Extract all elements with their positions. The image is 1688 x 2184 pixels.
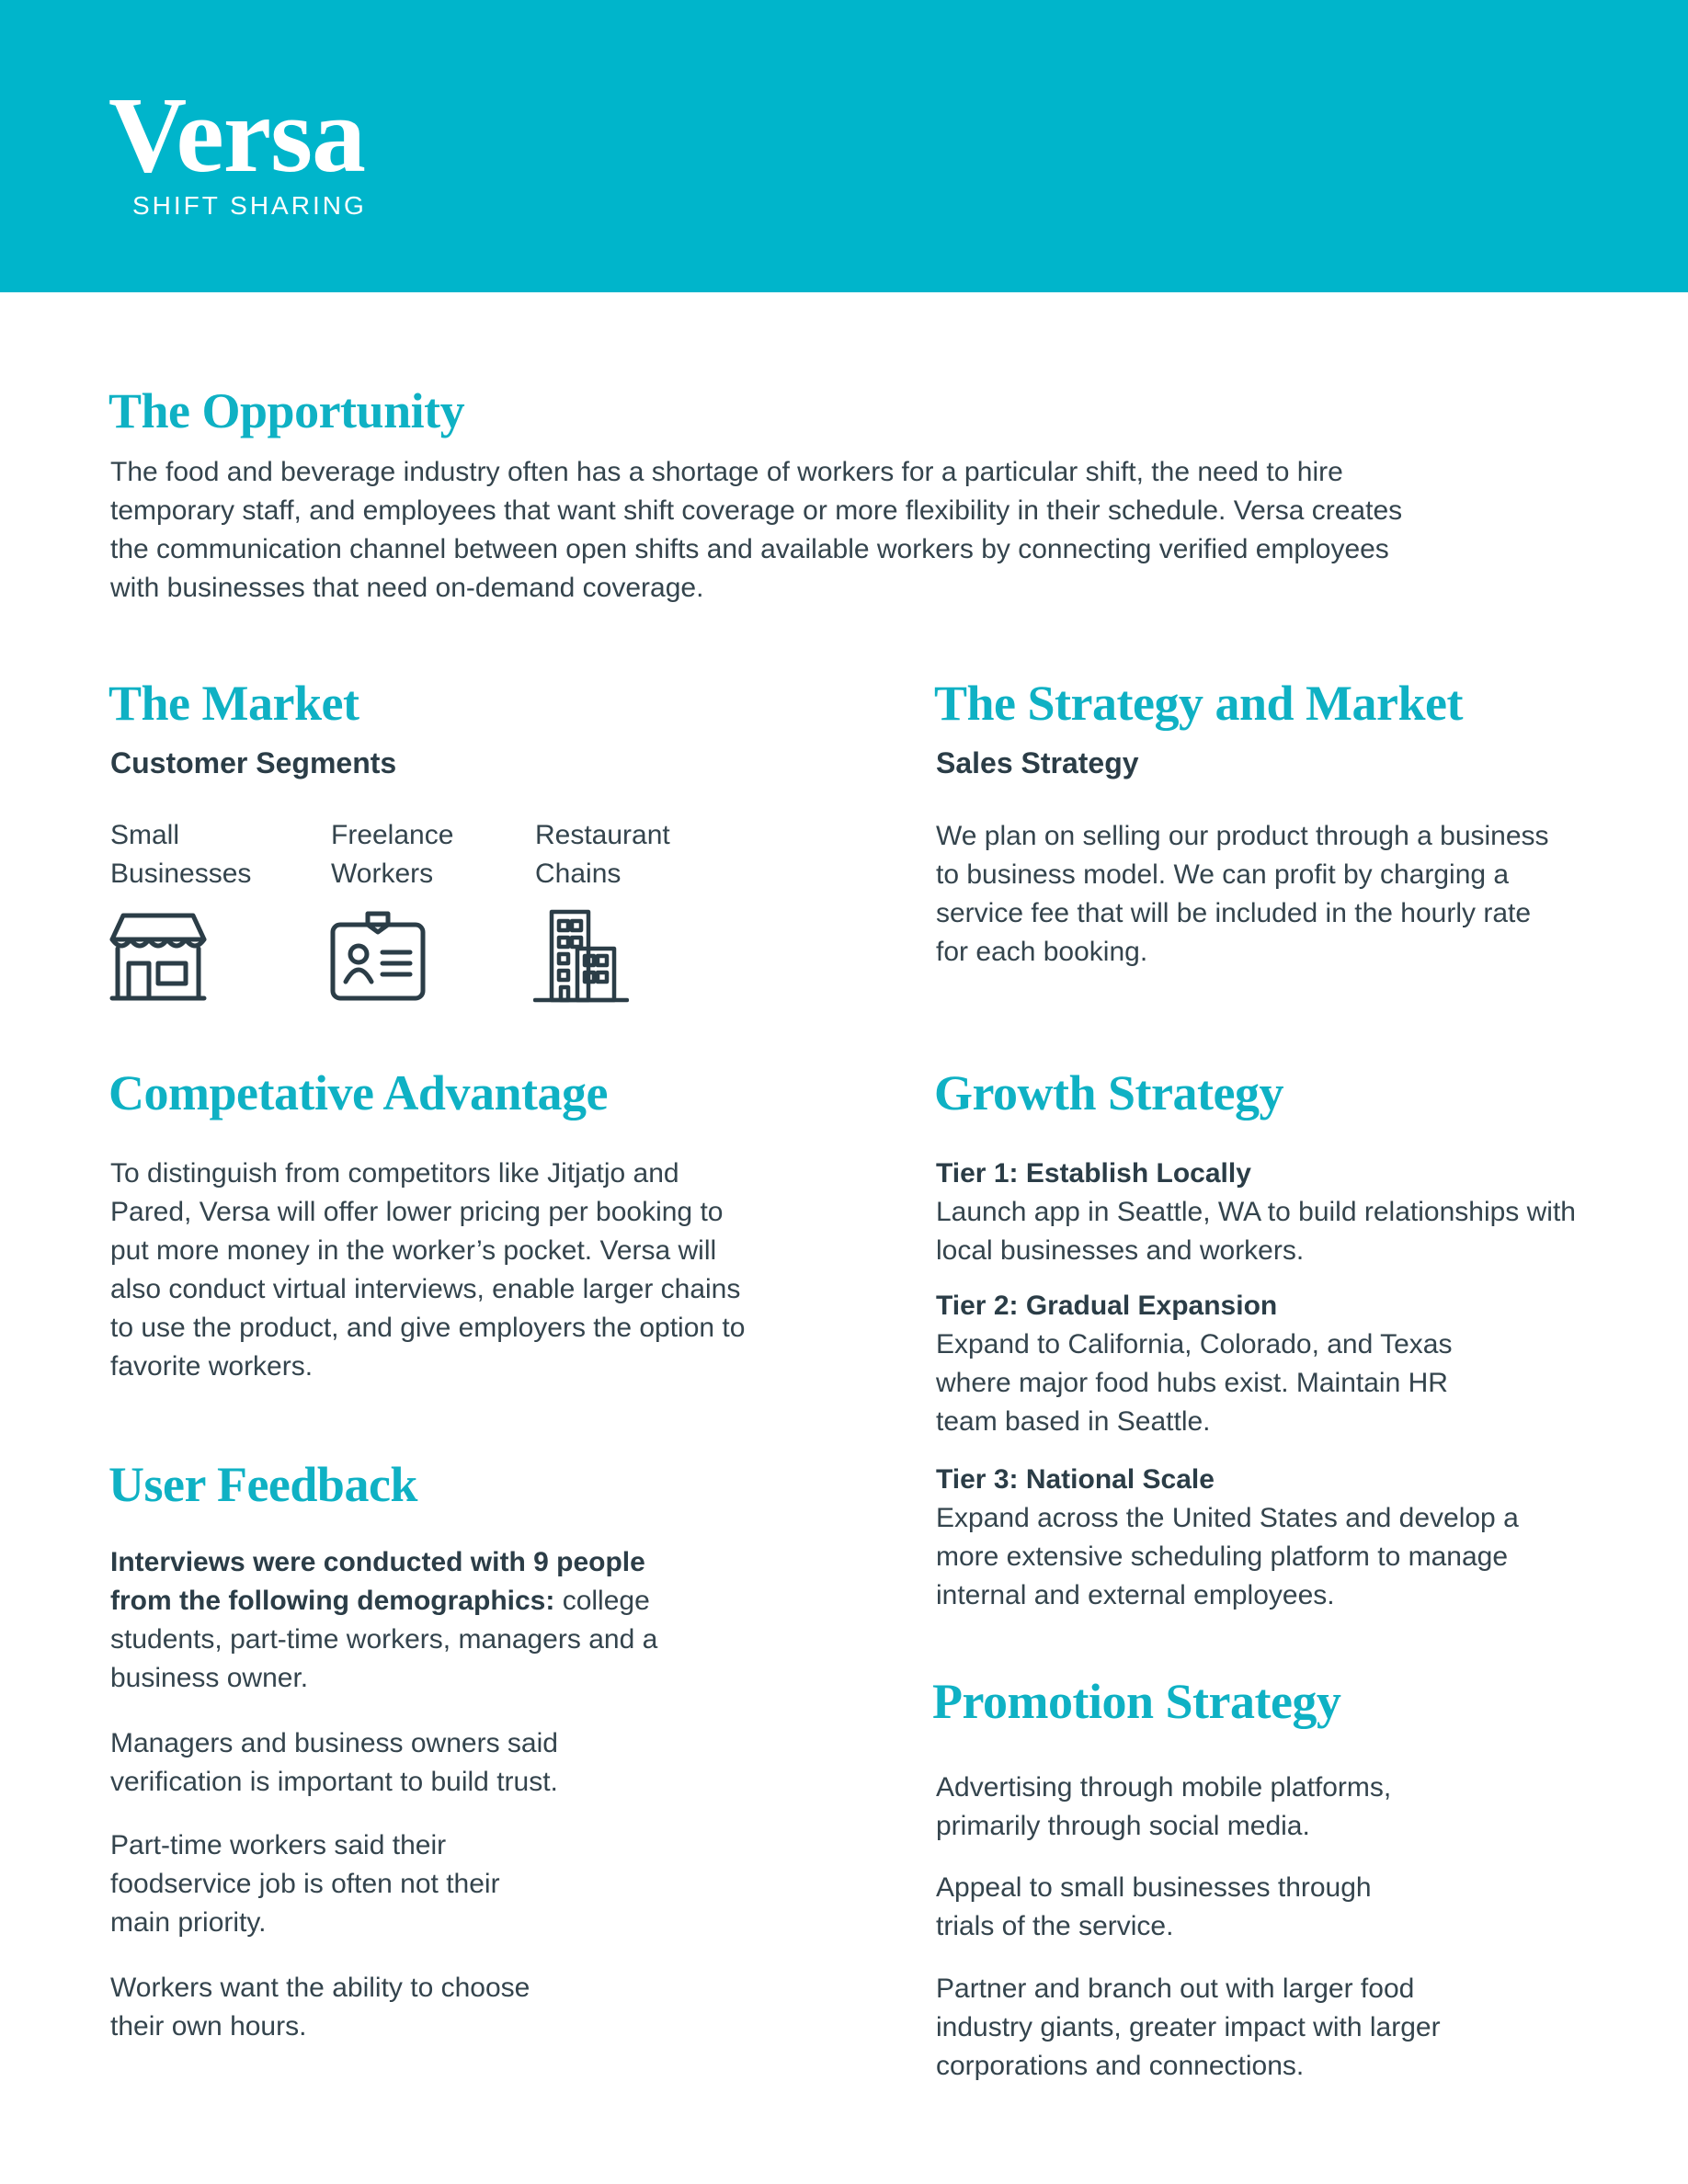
growth-title: Growth Strategy	[934, 1065, 1283, 1120]
promotion-point-3: Partner and branch out with larger food industry giants, greater impact with larger corporations and connections.	[936, 1974, 1441, 2081]
storefront-icon	[108, 912, 208, 1002]
logo: Versa	[108, 74, 366, 195]
segment-label-restaurant-chains: Restaurant Chains	[535, 820, 670, 889]
market-title: The Market	[108, 676, 359, 731]
feedback-title: User Feedback	[108, 1457, 417, 1512]
feedback-intro-rest: college students, part-time workers, managers and a business owner.	[110, 1586, 658, 1693]
tier-3-body: Expand across the United States and develop a more extensive scheduling platform to manage internal and external employees.	[936, 1503, 1519, 1610]
feedback-point-3: Workers want the ability to choose their own hours.	[110, 1973, 530, 2042]
feedback-point-1: Managers and business owners said verification is important to build trust.	[110, 1728, 558, 1797]
opportunity-body: The food and beverage industry often has a shortage of workers for a particular shift, the need to hire temporary staff, and employees that want shift coverage or more flexibility in their schedule. Versa creates the communication channel between open shifts and available workers by connecting verified employees with businesses that need on-demand coverage.	[110, 457, 1403, 603]
competitive-title: Competative Advantage	[108, 1065, 608, 1120]
buildings-icon	[533, 908, 629, 1004]
tier-2-body: Expand to California, Colorado, and Texas where major food hubs exist. Maintain HR team based in Seattle.	[936, 1329, 1453, 1437]
competitive-body: To distinguish from competitors like Jitjatjo and Pared, Versa will offer lower pricing per booking to put more money in the worker’s pocket. Versa will also conduct virtual interviews, enable larger chains to use the product, and give employers the option to favorite workers.	[110, 1158, 746, 1382]
segment-label-freelance-workers: Freelance Workers	[331, 820, 454, 889]
growth-tier-2	[936, 1287, 1506, 1441]
strategy-market-title: The Strategy and Market	[934, 676, 1463, 731]
growth-tier-3	[936, 1461, 1561, 1615]
feedback-point-2: Part-time workers said their foodservice job is often not their main priority.	[110, 1830, 500, 1938]
id-badge-icon	[329, 910, 427, 1002]
segment-label-small-businesses: Small Businesses	[110, 820, 252, 889]
tier-1-body: Launch app in Seattle, WA to build relationships with local businesses and workers.	[936, 1197, 1576, 1266]
tier-1-title: Tier 1: Establish Locally	[936, 1158, 1251, 1189]
feedback-intro-bold: Interviews were conducted with 9 people from the following demographics:	[110, 1547, 645, 1616]
logo-tagline: SHIFT SHARING	[132, 191, 367, 220]
sales-strategy-subtitle: Sales Strategy	[936, 746, 1139, 779]
opportunity-title: The Opportunity	[108, 383, 465, 438]
promotion-point-2: Appeal to small businesses through trials of the service.	[936, 1872, 1372, 1941]
promotion-title: Promotion Strategy	[932, 1674, 1341, 1729]
tier-3-title: Tier 3: National Scale	[936, 1464, 1215, 1495]
tier-2-title: Tier 2: Gradual Expansion	[936, 1291, 1278, 1321]
header-banner	[0, 0, 1688, 292]
market-subtitle: Customer Segments	[110, 746, 397, 779]
growth-tier-1	[936, 1155, 1580, 1270]
promotion-point-1: Advertising through mobile platforms, primarily through social media.	[936, 1772, 1392, 1841]
sales-strategy-body: We plan on selling our product through a business to business model. We can profit by charging a service fee that will be included in the hourly rate for each booking.	[936, 821, 1549, 967]
feedback-intro	[110, 1543, 699, 1698]
